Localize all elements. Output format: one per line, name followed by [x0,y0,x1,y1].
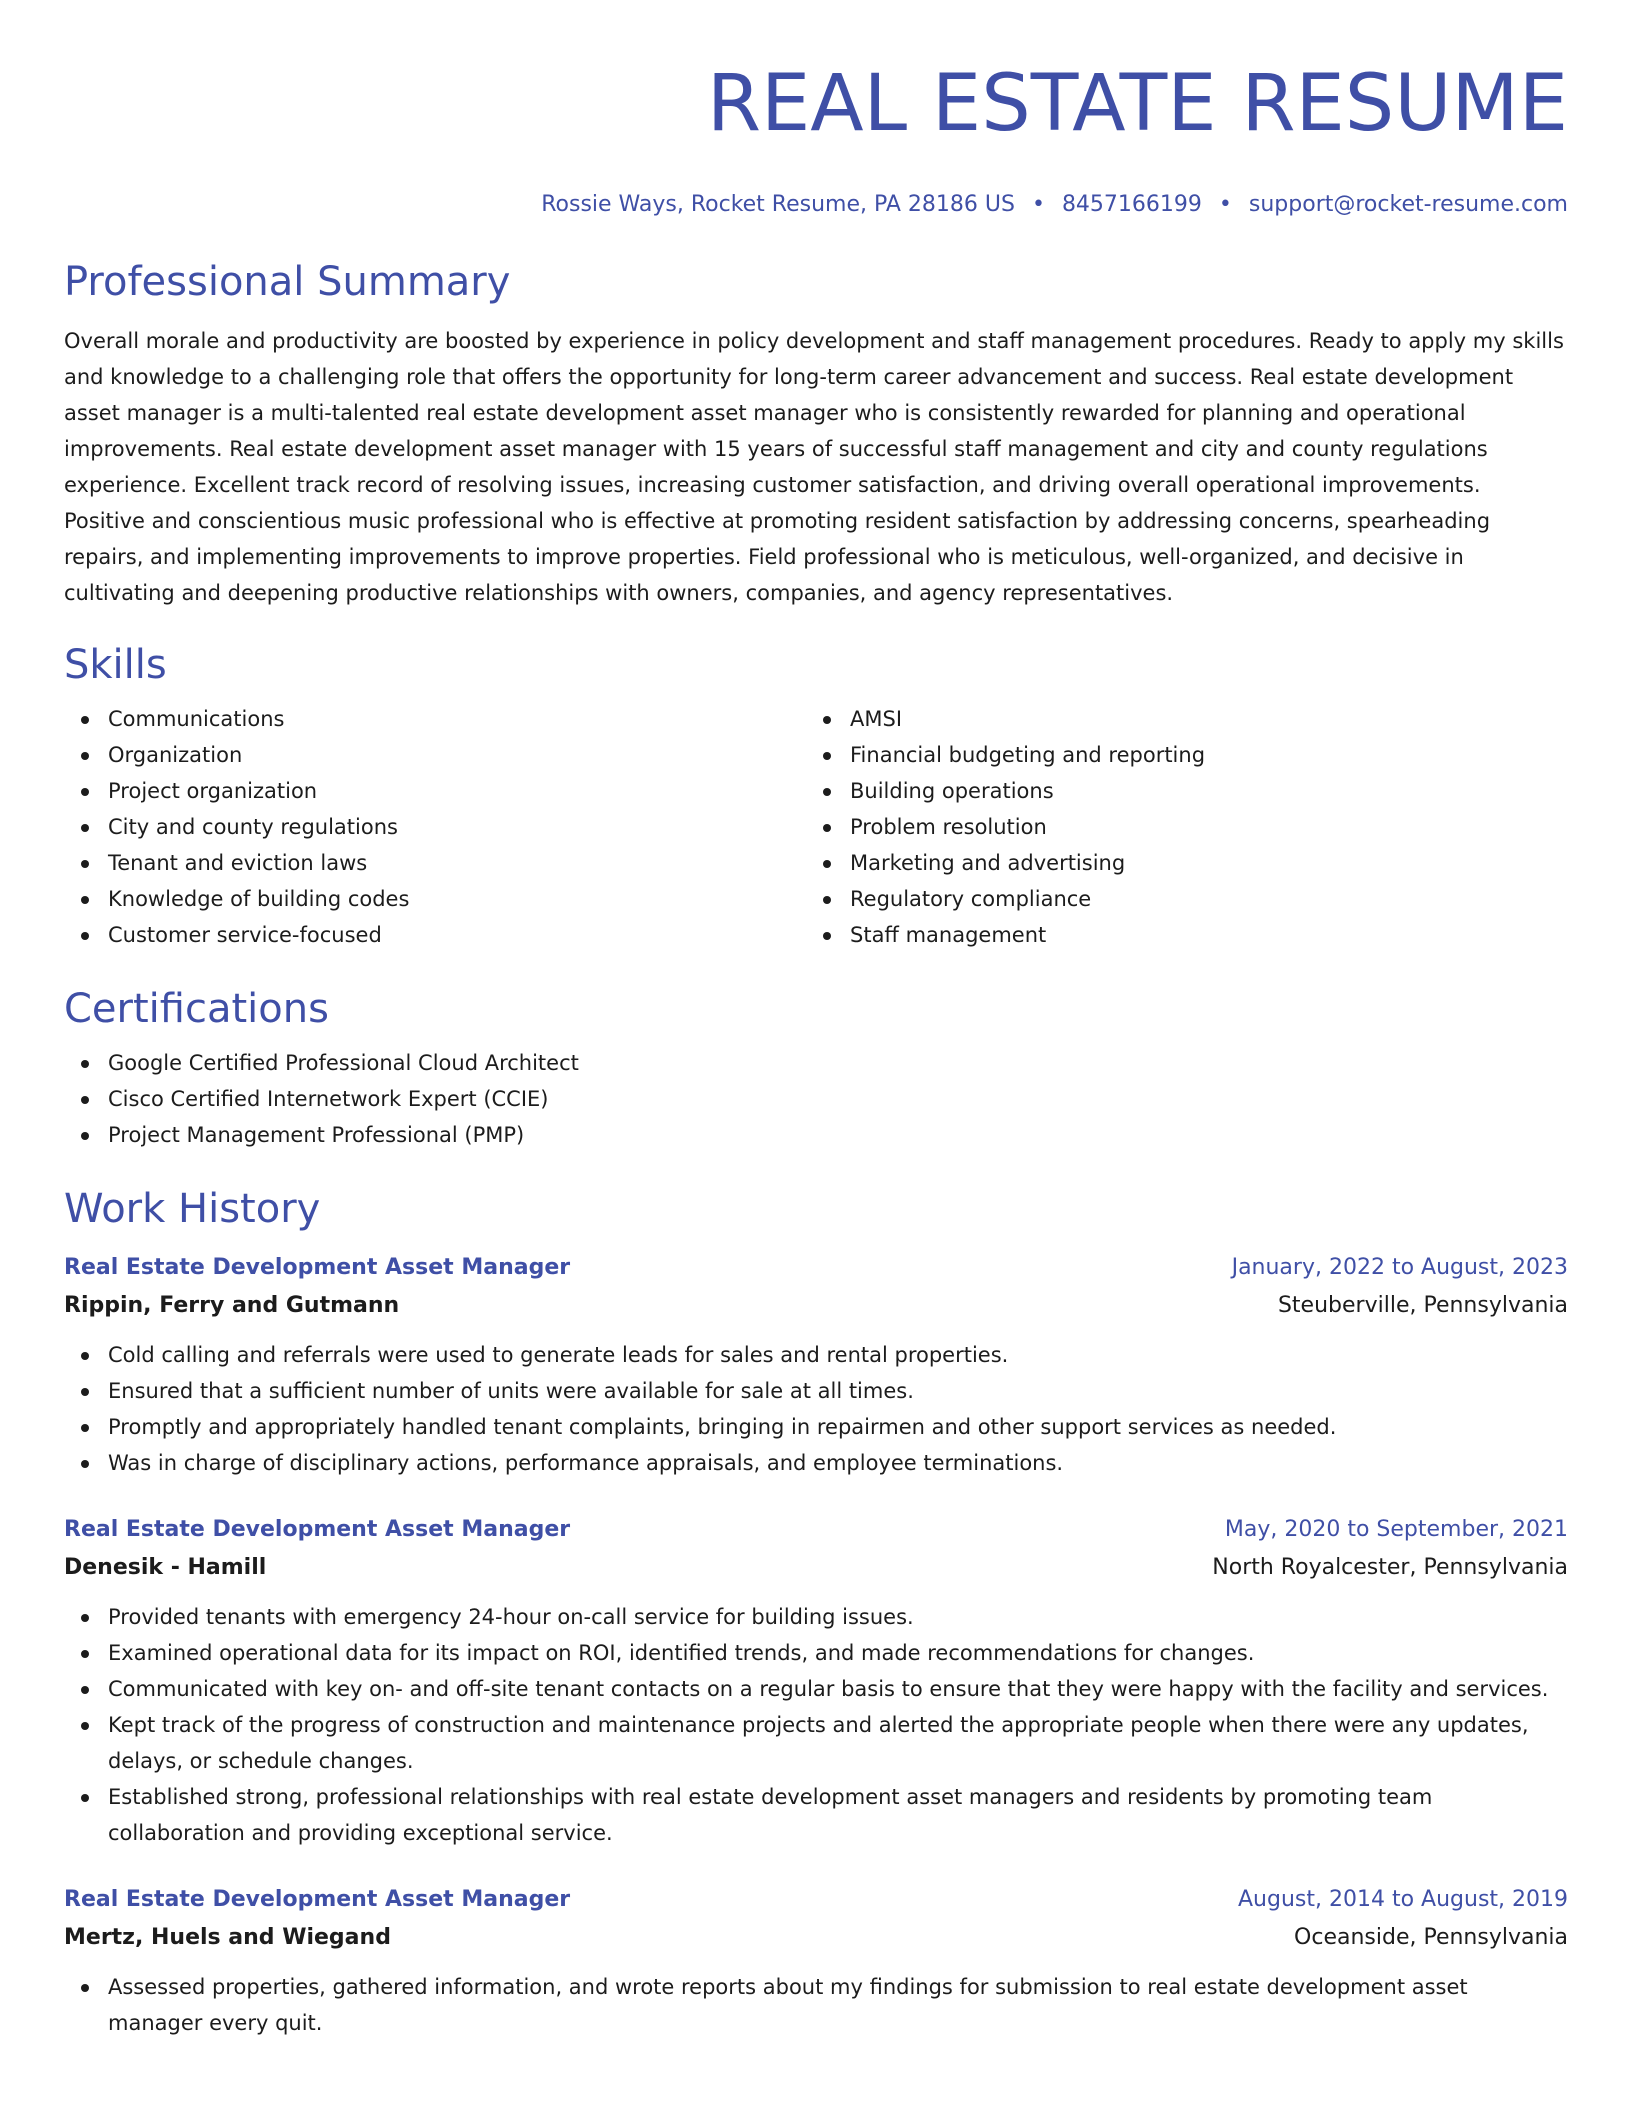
skill-item: Organization [64,737,806,773]
skills-columns [64,701,1568,953]
skill-item: Tenant and eviction laws [64,845,806,881]
job-bullet: Established strong, professional relationships with real estate development asset managers and residents by promoting team collaboration and providing exceptional service. [64,1779,1568,1851]
skill-item: Marketing and advertising [806,845,1548,881]
certification-item: Google Certified Professional Cloud Architect [64,1045,1568,1081]
certification-item: Cisco Certified Internetwork Expert (CCIE) [64,1081,1568,1117]
job-bullets [64,1599,1568,1851]
job-bullet: Ensured that a sufficient number of units were available for sale at all times. [64,1373,1568,1409]
skills-list-right [806,701,1548,953]
resume-page [64,0,1568,2041]
job-bullet: Provided tenants with emergency 24-hour on-call service for building issues. [64,1599,1568,1635]
contact-phone[interactable]: 8457166199 [1061,192,1202,217]
job-dates: August, 2014 to August, 2019 [1238,1887,1568,1912]
job-bullet: Assessed properties, gathered information, and wrote reports about my findings for submission to real estate development asset manager every quit. [64,1969,1568,2041]
job-entry [64,1511,1568,1851]
job-bullet: Was in charge of disciplinary actions, performance appraisals, and employee terminations. [64,1445,1568,1481]
skills-heading: Skills [64,642,167,688]
skill-item: Building operations [806,773,1548,809]
skill-item: Customer service-focused [64,917,806,953]
job-role: Real Estate Development Asset Manager [64,1517,571,1542]
job-company: Mertz, Huels and Wiegand [64,1925,391,1950]
job-entry [64,1881,1568,2041]
job-bullet: Examined operational data for its impact on ROI, identified trends, and made recommendations for changes. [64,1635,1568,1671]
skill-item: Communications [64,701,806,737]
job-company: Rippin, Ferry and Gutmann [64,1293,400,1318]
job-company-row [64,1549,1568,1587]
job-header-row [64,1511,1568,1549]
job-bullet: Communicated with key on- and off-site tenant contacts on a regular basis to ensure that they were happy with the facility and services. [64,1671,1568,1707]
skill-item: Knowledge of building codes [64,881,806,917]
job-entry [64,1249,1568,1481]
job-header-row [64,1249,1568,1287]
job-bullet: Promptly and appropriately handled tenant complaints, bringing in repairmen and other support services as needed. [64,1409,1568,1445]
skill-item: Financial budgeting and reporting [806,737,1548,773]
job-bullets [64,1337,1568,1481]
contact-line [64,190,1568,220]
job-dates: January, 2022 to August, 2023 [1231,1255,1568,1280]
contact-email[interactable]: support@rocket-resume.com [1248,192,1568,217]
skill-item: Problem resolution [806,809,1548,845]
job-dates: May, 2020 to September, 2021 [1224,1517,1568,1542]
skill-item: Project organization [64,773,806,809]
job-header-row [64,1881,1568,1919]
summary-heading: Professional Summary [64,259,511,305]
certification-item: Project Management Professional (PMP) [64,1117,1568,1153]
job-company: Denesik - Hamill [64,1555,267,1580]
skill-item: Staff management [806,917,1548,953]
skill-item: Regulatory compliance [806,881,1548,917]
job-bullets [64,1969,1568,2041]
skills-list-left [64,701,806,953]
skill-item: City and county regulations [64,809,806,845]
skill-item: AMSI [806,701,1548,737]
contact-separator: • [1218,192,1232,217]
job-role: Real Estate Development Asset Manager [64,1255,571,1280]
certifications-list [64,1045,1568,1153]
job-location: Oceanside, Pennsylvania [1294,1925,1568,1950]
contact-address: Rossie Ways, Rocket Resume, PA 28186 US [541,192,1015,217]
contact-separator: • [1031,192,1045,217]
job-role: Real Estate Development Asset Manager [64,1887,571,1912]
summary-text: Overall morale and productivity are boosted by experience in policy development and staff management procedures. Ready to apply my skills and knowledge to a challenging role that offers the opportunity for long-term career advancement and success. Real estate development asset manager is a multi-talented real estate development asset manager who is consistently rewarded for planning and operational improvements. Real estate development asset manager with 15 years of successful staff management and city and county regulations experience. Excellent track record of resolving issues, increasing customer satisfaction, and driving overall operational improvements. Positive and conscientious music professional who is effective at promoting resident satisfaction by addressing concerns, spearheading repairs, and implementing improvements to improve properties. Field professional who is meticulous, well-organized, and decisive in cultivating and deepening productive relationships with owners, companies, and agency representatives. [64,329,1564,605]
job-bullet: Cold calling and referrals were used to generate leads for sales and rental properties. [64,1337,1568,1373]
resume-title: REAL ESTATE RESUME [706,59,1568,149]
job-company-row [64,1919,1568,1957]
job-bullet: Kept track of the progress of construction and maintenance projects and alerted the appropriate people when there were any updates, delays, or schedule changes. [64,1707,1568,1779]
job-location: Steuberville, Pennsylvania [1277,1293,1568,1318]
work-history-heading: Work History [64,1186,321,1232]
certifications-heading: Certifications [64,986,329,1032]
job-company-row [64,1287,1568,1325]
job-location: North Royalcester, Pennsylvania [1212,1555,1568,1580]
